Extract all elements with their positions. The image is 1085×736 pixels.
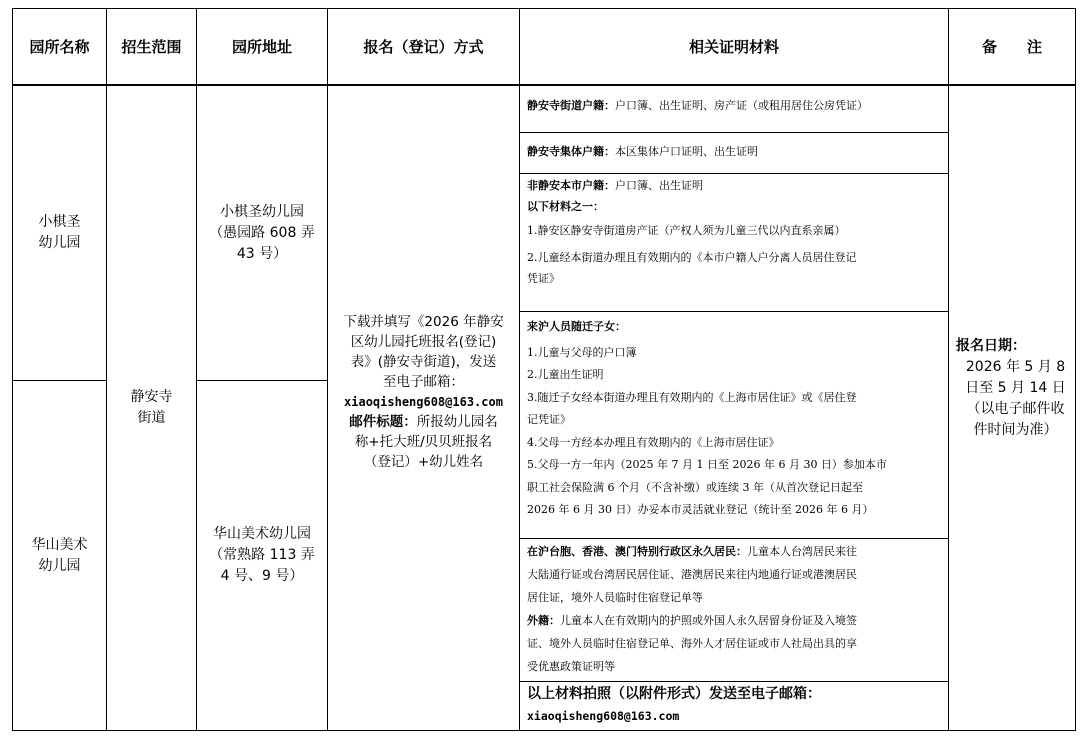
materials-item: 4.父母一方经本办理且有效期内的《上海市居住证》: [527, 435, 780, 449]
materials-label: 静安寺街道户籍：: [527, 99, 615, 112]
materials-migrant-children: [520, 316, 948, 522]
materials-label: 在沪台胞、香港、澳门特别行政区永久居民：: [527, 545, 747, 558]
header-scope: 招生范围: [121, 38, 182, 56]
header-materials: 相关证明材料: [688, 38, 779, 56]
header-remarks: 备 注: [981, 38, 1042, 56]
registration-date-label: 报名日期：: [956, 338, 1026, 354]
method-line: 称+托大班/贝贝班报名: [354, 434, 493, 450]
materials-text: 本区集体户口证明、出生证明: [615, 145, 758, 158]
header-method: 报名（登记）方式: [363, 38, 484, 56]
materials-item: 职工社会保险满 6 个月（不含补缴）或连续 3 年（从首次登记日起至: [527, 480, 863, 494]
header-name: 园所名称: [29, 38, 90, 56]
materials-text: 大陆通行证或台湾居民居住证、港澳居民来往内地通行证或港澳居民: [527, 568, 857, 581]
materials-divider: [519, 311, 949, 312]
materials-collective-residents: [520, 141, 948, 162]
kindergarten-name-1: [13, 86, 106, 380]
materials-item: 2026 年 6 月 30 日）办妥本市灵活就业登记（统计至 2026 年 6 月）: [527, 503, 874, 516]
remarks-line: （以电子邮件收: [966, 401, 1065, 417]
table-border-right: [1075, 8, 1076, 731]
kindergarten-name-2: [13, 381, 106, 730]
materials-divider: [519, 173, 949, 174]
address-line: 华山美术幼儿园: [213, 526, 311, 542]
materials-taiwan-hk-macao-foreign: [520, 540, 948, 678]
method-line: 至电子邮箱：: [383, 374, 464, 390]
address-line: 43 号）: [236, 245, 288, 262]
materials-divider: [519, 538, 949, 539]
method-line: （登记）+幼儿姓名: [363, 454, 484, 470]
materials-other-city-residents: [520, 175, 948, 289]
subject-label: 邮件标题：: [349, 414, 417, 430]
materials-sublabel: 以下材料之一：: [527, 200, 604, 213]
materials-text: 户口簿、出生证明: [615, 179, 703, 192]
materials-submission: [520, 682, 948, 727]
remarks-line: 件时间为准）: [973, 422, 1058, 438]
table-border-bottom: [12, 730, 1076, 731]
submission-email: xiaoqisheng608@163.com: [527, 709, 680, 723]
scope-line: 街道: [137, 410, 166, 426]
subject-text: 所报幼儿园名: [416, 414, 498, 430]
materials-text: 受优惠政策证明等: [527, 660, 615, 673]
materials-label: 外籍：: [527, 614, 560, 627]
method-line: 区幼儿园托班报名(登记): [350, 334, 497, 350]
materials-text: 证、境外人员临时住宿登记单、海外人才居住证或市人社局出具的享: [527, 637, 857, 650]
scope-line: 静安寺: [130, 389, 173, 405]
name-line: 华山美术: [31, 536, 88, 553]
method-email: xiaoqisheng608@163.com: [344, 395, 503, 409]
kindergarten-address-2: [197, 381, 327, 730]
materials-item: 2.儿童出生证明: [527, 368, 604, 381]
materials-label: 静安寺集体户籍：: [527, 145, 615, 158]
address-line: （愚园路 608 弄: [209, 224, 315, 241]
materials-label: 来沪人员随迁子女：: [527, 320, 626, 333]
header-address: 园所地址: [231, 38, 292, 56]
address-line: 小棋圣幼儿园: [220, 203, 304, 220]
remarks-line: 2026 年 5 月 8: [965, 359, 1066, 375]
materials-label: 非静安本市户籍：: [527, 179, 615, 192]
name-line: 小棋圣: [38, 214, 81, 230]
name-line: 幼儿园: [38, 235, 81, 251]
materials-divider: [519, 132, 949, 133]
materials-item: 5.父母一方一年内（2025 年 7 月 1 日至 2026 年 6 月 30 日）参加本市: [527, 458, 887, 471]
address-line: 4 号、9 号）: [220, 568, 304, 584]
submission-text: 以上材料拍照（以附件形式）发送至电子邮箱：: [527, 686, 821, 702]
materials-text: 户口簿、出生证明、房产证（或租用居住公房凭证）: [615, 99, 868, 112]
materials-item: 记凭证》: [527, 413, 571, 426]
name-line: 幼儿园: [38, 557, 81, 574]
remarks: [949, 336, 1075, 441]
kindergarten-address-1: [197, 86, 327, 380]
registration-method: [328, 312, 519, 472]
materials-item: 3.随迁子女经本街道办理且有效期内的《上海市居住证》或《居住登: [527, 390, 857, 404]
method-line: [328, 412, 519, 432]
enrollment-scope: [107, 86, 196, 730]
materials-item: 2.儿童经本街道办理且有效期内的《本市户籍人户分离人员居住登记: [527, 251, 857, 264]
method-line: 表》(静安寺街道)，发送: [350, 354, 497, 370]
materials-text: 居住证，境外人员临时住宿登记单等: [527, 591, 703, 604]
materials-text: 儿童本人在有效期内的护照或外国人永久居留身份证及入境签: [560, 614, 857, 627]
materials-item: 1.儿童与父母的户口簿: [527, 345, 637, 359]
materials-item: 凭证》: [527, 272, 560, 285]
materials-local-residents: [520, 95, 948, 116]
address-line: （常熟路 113 弄: [209, 547, 315, 563]
method-line: 下载并填写《2026 年静安: [343, 314, 504, 330]
remarks-line: 日至 5 月 14 日: [965, 380, 1066, 396]
materials-item: 1.静安区静安寺街道房产证（产权人须为儿童三代以内直系亲属）: [527, 224, 846, 237]
materials-text: 儿童本人台湾居民来往: [747, 545, 857, 558]
